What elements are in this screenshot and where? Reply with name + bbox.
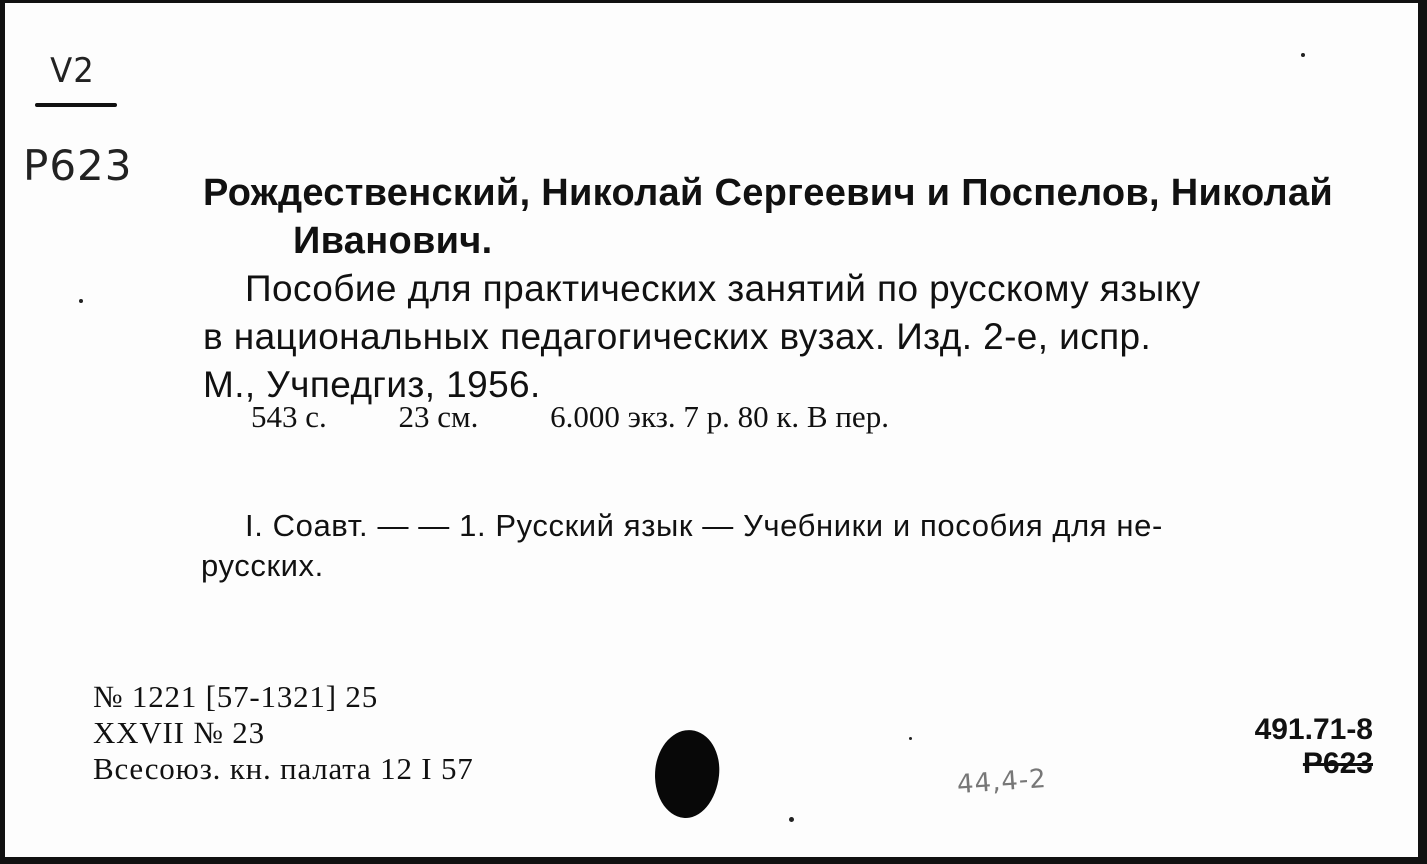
title-statement xyxy=(203,265,1373,409)
collation xyxy=(251,399,889,435)
ink-speck xyxy=(79,299,83,303)
title-line-3: М., Учпедгиз, 1956. xyxy=(203,364,541,405)
collation-pages: 543 с. xyxy=(251,399,327,434)
ink-speck xyxy=(909,737,912,740)
tracing-line-1: I. Соавт. — — 1. Русский язык — Учебники и пособия для не- xyxy=(245,508,1163,543)
control-numbers xyxy=(93,679,474,787)
tracing-line-2: русских. xyxy=(201,548,324,583)
handwritten-note: 44,4-2 xyxy=(956,763,1048,801)
control-line-3: Всесоюз. кн. палата 12 I 57 xyxy=(93,751,474,786)
control-line-2: XXVII № 23 xyxy=(93,715,265,750)
shelfmark-divider xyxy=(35,103,117,107)
classification-line-1: 491.71-8 xyxy=(1254,713,1373,746)
ink-speck xyxy=(1301,53,1305,57)
classification-number xyxy=(1239,713,1373,781)
collation-copies-price: 6.000 экз. 7 р. 80 к. В пер. xyxy=(550,399,889,434)
title-line-1: Пособие для практических занятий по русскому языку xyxy=(245,268,1201,309)
title-line-2: в национальных педагогических вузах. Изд. 2-е, испр. xyxy=(203,316,1152,357)
author-line-2: Иванович. xyxy=(293,220,493,262)
classification-line-2: P623 xyxy=(1302,747,1373,780)
shelfmark-bottom: P623 xyxy=(23,141,133,190)
ink-speck xyxy=(789,817,794,822)
subject-tracing xyxy=(201,506,1371,586)
shelfmark-top: V2 xyxy=(50,51,95,91)
punch-hole xyxy=(651,727,724,821)
author-heading xyxy=(203,169,1383,265)
collation-size: 23 см. xyxy=(398,399,479,434)
control-line-1: № 1221 [57-1321] 25 xyxy=(93,679,378,714)
author-line-1: Рождественский, Николай Сергеевич и Поспелов, Николай xyxy=(203,172,1334,214)
